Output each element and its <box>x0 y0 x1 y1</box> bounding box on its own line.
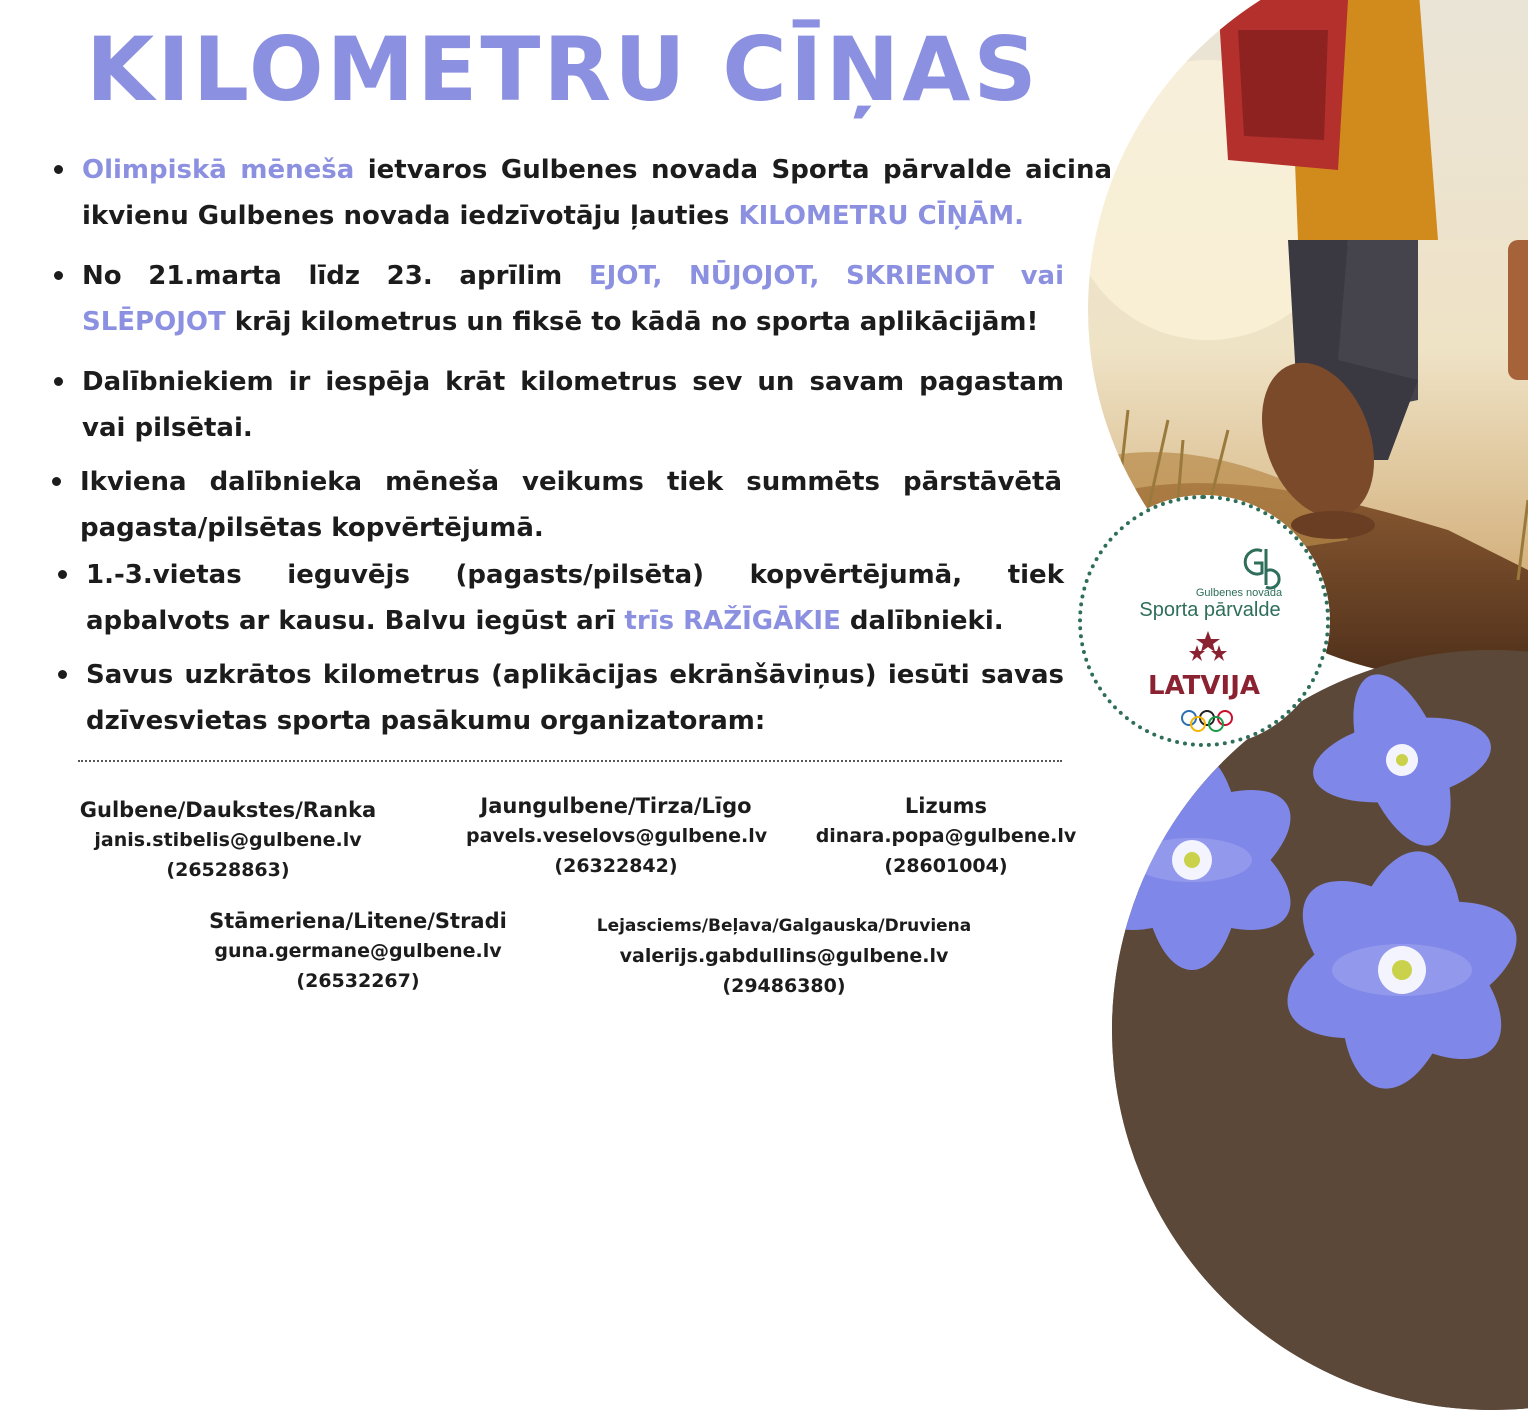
contact-email[interactable]: valerijs.gabdullins@gulbene.lv <box>619 945 949 967</box>
contact-block <box>466 791 766 881</box>
bullet-item: Savus uzkrātos kilometrus (aplikācijas ekrānšāviņus) iesūti savas dzīvesvietas sporta pasākumu organizatoram: <box>58 652 1064 744</box>
contact-email[interactable]: dinara.popa@gulbene.lv <box>815 825 1077 847</box>
page-title: KILOMETRU CĪŅAS <box>86 18 1040 121</box>
gb-monogram-icon <box>1236 545 1286 591</box>
olympic-rings-icon <box>1180 709 1234 733</box>
dotted-divider <box>78 760 1062 762</box>
logo-org-small: Gulbenes novada <box>1195 587 1283 599</box>
contact-email[interactable]: janis.stibelis@gulbene.lv <box>94 829 362 851</box>
contact-block <box>596 911 972 1001</box>
bullet-item: 1.-3.vietas ieguvējs (pagasts/pilsēta) kopvērtējumā, tiek apbalvots ar kausu. Balvu iegūst arī trīs RAŽĪGĀKIE dalībnieki. <box>58 552 1064 644</box>
flower-photo <box>1112 650 1528 1410</box>
bullet-item: No 21.marta līdz 23. aprīlim EJOT, NŪJOJOT, SKRIENOT vai SLĒPOJOT krāj kilometrus un fiksē to kādā no sporta aplikācijām! <box>54 253 1064 345</box>
contact-region: Lizums <box>904 794 988 818</box>
stars-icon <box>1188 631 1228 667</box>
contact-phone: (29486380) <box>722 975 846 997</box>
contact-phone: (26322842) <box>554 855 678 877</box>
bullet-item: Olimpiskā mēneša ietvaros Gulbenes novada Sporta pārvalde aicina ikvienu Gulbenes novada iedzīvotāju ļauties KILOMETRU CĪŅĀM. <box>54 147 1112 239</box>
contact-block <box>806 791 1086 881</box>
contact-phone: (26528863) <box>166 859 290 881</box>
contact-block <box>78 795 378 885</box>
bullet-item: Dalībniekiem ir iespēja krāt kilometrus sev un savam pagastam vai pilsētai. <box>54 359 1064 451</box>
contact-email[interactable]: pavels.veselovs@gulbene.lv <box>466 825 768 847</box>
logo-country: LATVIJA <box>1148 671 1260 701</box>
contact-phone: (28601004) <box>884 855 1008 877</box>
contact-region: Jaungulbene/Tirza/Līgo <box>480 794 752 818</box>
contact-email[interactable]: guna.germane@gulbene.lv <box>214 940 502 962</box>
sporta-parvalde-logo <box>1078 495 1330 747</box>
contact-phone: (26532267) <box>296 970 420 992</box>
contact-region: Gulbene/Daukstes/Ranka <box>79 798 377 822</box>
logo-org-big: Sporta pārvalde <box>1139 599 1281 621</box>
contact-block <box>200 906 516 996</box>
contact-region: Lejasciems/Beļava/Galgauska/Druviena <box>596 916 972 936</box>
bullet-item: Ikviena dalībnieka mēneša veikums tiek summēts pārstāvētā pagasta/pilsētas kopvērtējumā. <box>52 459 1062 551</box>
contact-region: Stāmeriena/Litene/Stradi <box>209 909 507 933</box>
